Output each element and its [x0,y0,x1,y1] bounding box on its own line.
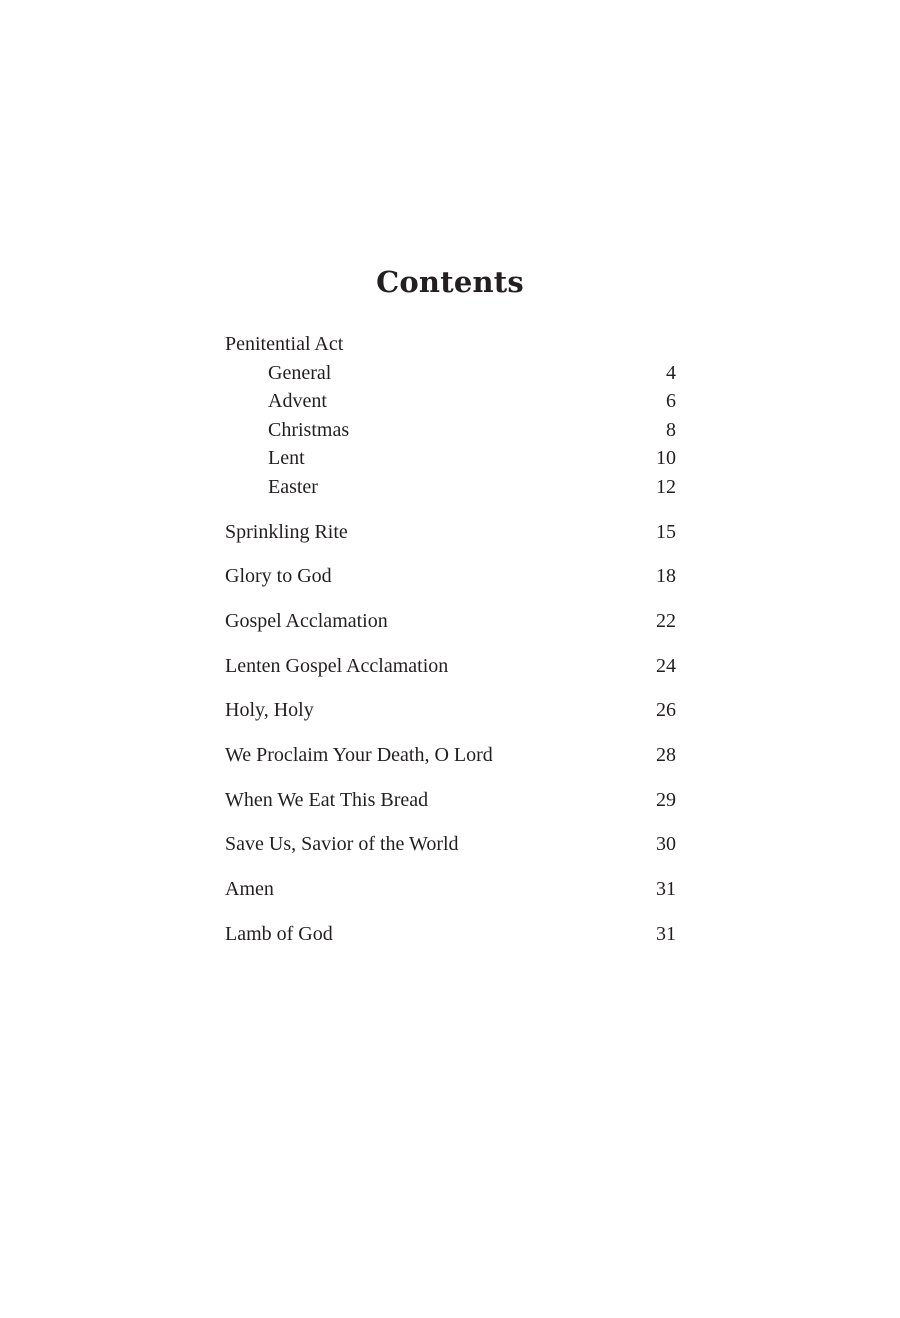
toc-entry-group [225,652,676,681]
toc-entry-label: Save Us, Savior of the World [225,833,459,856]
toc-entry-label: Lamb of God [225,922,333,945]
toc-entry-page: 24 [656,654,676,677]
toc-entry-label: When We Eat This Bread [225,788,429,811]
toc-entry[interactable] [225,830,676,859]
toc-subentry-page: 10 [656,447,676,470]
toc-entry-group [225,696,676,725]
toc-entry-page: 15 [656,520,676,543]
toc-entry-page: 31 [656,878,676,901]
toc-entry[interactable] [225,875,676,904]
toc-entry[interactable] [225,741,676,770]
toc-entry-page: 29 [656,788,676,811]
toc-entry-page: 31 [656,922,676,945]
toc-entry[interactable] [225,652,676,681]
toc-subentry[interactable] [225,416,676,445]
toc-entry[interactable] [225,696,676,725]
toc-entry-group [225,607,676,636]
toc-subentry[interactable] [225,444,676,473]
toc-entry-group [225,562,676,591]
toc-entry-label: Penitential Act [225,333,344,355]
toc-entry-group [225,830,676,859]
toc-entry[interactable] [225,607,676,636]
toc-entry-label: Gospel Acclamation [225,609,388,632]
page-title: Contents [376,265,524,299]
toc-entry[interactable] [225,786,676,815]
toc-entry-group [225,920,676,949]
toc-subentry[interactable] [225,473,676,502]
toc-group-penitential-act [225,330,676,502]
toc-entry-page: 30 [656,833,676,856]
toc-entry-label: Amen [225,878,274,901]
toc-subentry-label: General [268,361,332,384]
toc-subentry-label: Lent [268,447,305,470]
toc-entry[interactable] [225,330,676,359]
toc-entry[interactable] [225,518,676,547]
toc-entry-label: Holy, Holy [225,699,314,722]
toc-entry-label: Sprinkling Rite [225,520,348,543]
toc-entry-page: 26 [656,699,676,722]
toc-entry-group [225,741,676,770]
toc-entry[interactable] [225,562,676,591]
toc-subentry-page: 4 [666,361,676,384]
toc-entry-page: 18 [656,565,676,588]
toc-subentry-page: 8 [666,418,676,441]
toc-entry-group [225,786,676,815]
toc-subentry[interactable] [225,359,676,388]
table-of-contents [225,330,676,964]
toc-entry-label: Lenten Gospel Acclamation [225,654,449,677]
toc-entry-label: Glory to God [225,565,332,588]
toc-entry-page: 22 [656,609,676,632]
toc-entry-group [225,518,676,547]
toc-subentry-page: 12 [656,475,676,498]
toc-entry-group [225,875,676,904]
toc-subentry[interactable] [225,387,676,416]
toc-subentry-label: Easter [268,475,318,498]
toc-entry-label: We Proclaim Your Death, O Lord [225,744,493,766]
toc-entry[interactable] [225,920,676,949]
toc-subentry-label: Advent [268,390,327,413]
toc-entry-page: 28 [656,744,676,766]
toc-subentry-label: Christmas [268,418,350,441]
toc-subentry-page: 6 [666,390,676,413]
